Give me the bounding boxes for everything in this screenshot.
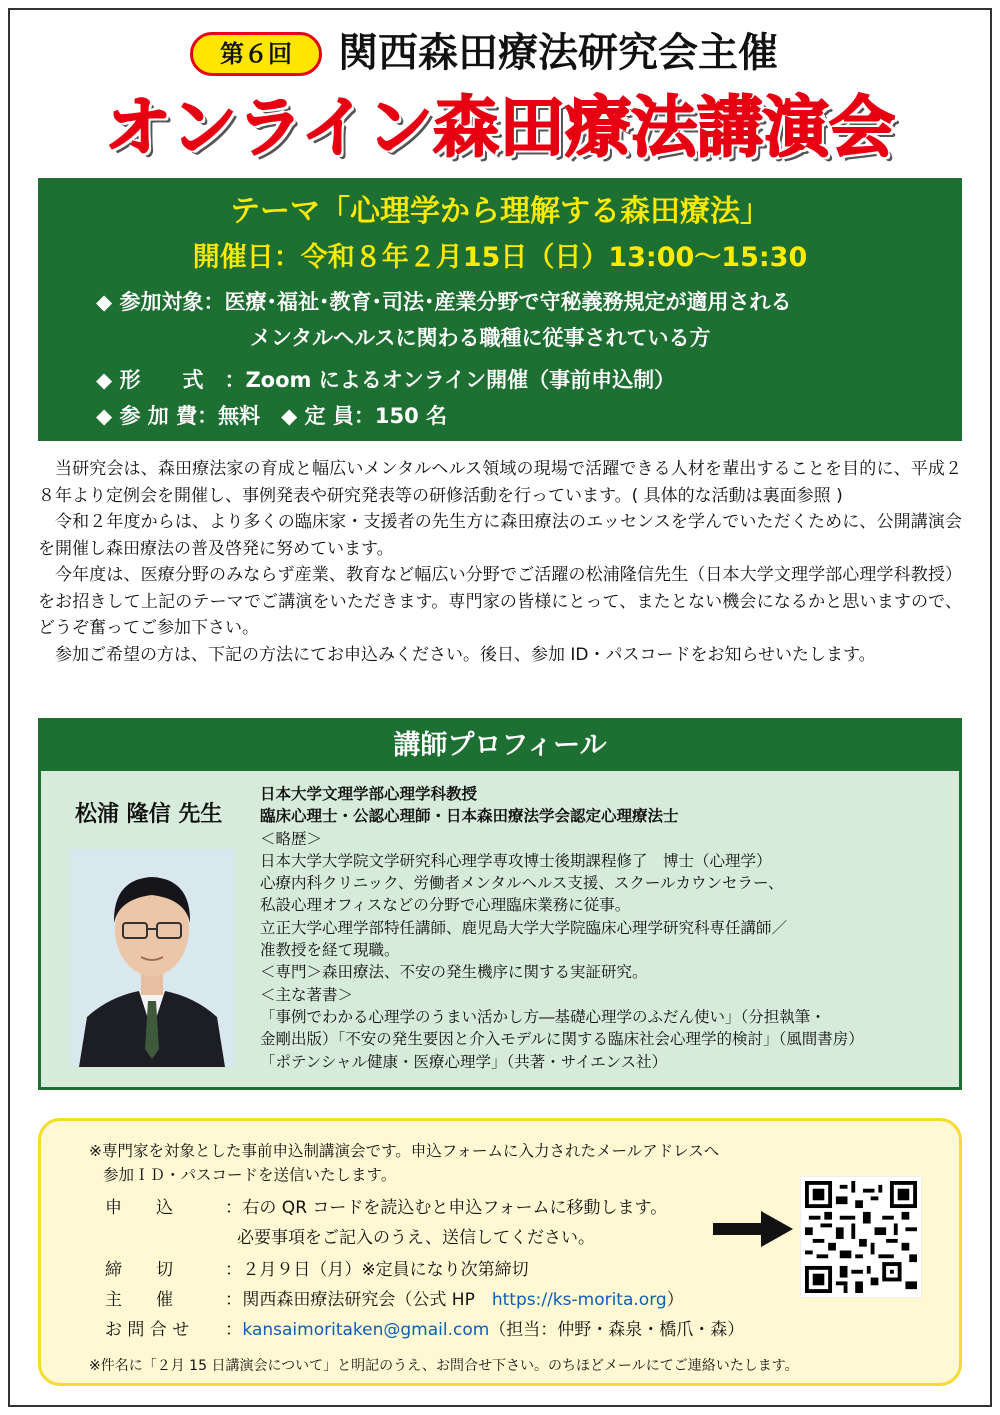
intro-paragraph: 参加ご希望の方は、下記の方法にてお申込みください。後日、参加 ID・パスコードをお知らせいたします。 — [55, 644, 876, 665]
speaker-details — [260, 783, 960, 1073]
intro-paragraph: 当研究会は、森田療法家の育成と幅広いメンタルヘルス領域の現場で活躍できる人材を輩出することを目的に、平成２８年より定例会を開催し、事例発表や研究発表等の研修活動を行っています。( 具体的な活動は裏面参照 ) — [38, 459, 962, 506]
profile-line: 心療内科クリニック、労働者メンタルヘルス支援、スクールカウンセラー、 — [260, 874, 784, 893]
organizer-title: 関西森田療法研究会主催 — [338, 30, 778, 76]
note-line: 参加ＩＤ・パスコードを送信いたします。 — [103, 1166, 397, 1184]
profile-line: 私設心理オフィスなどの分野で心理臨床業務に従事。 — [260, 896, 631, 915]
intro-paragraph: 今年度は、医療分野のみならず産業、教育など幅広い分野でご活躍の松浦隆信先生（日本大学文理学部心理学科教授）をお招きして上記のテーマでご講演をいただきます。専門家の皆様にとって、またとない機会になるかと思いますので、どうぞ奮ってご参加下さい。 — [38, 565, 962, 638]
contact-email-link[interactable]: kansaimoritaken@gmail.com — [242, 1320, 490, 1340]
deadline-row — [105, 1255, 529, 1285]
profile-line: 金剛出版）「不安の発生要因と介入モデルに関する臨床社会心理学的検討」（風間書房） — [260, 1030, 864, 1049]
target-audience-cont: メンタルヘルスに関わる職種に従事されている方 — [250, 326, 711, 350]
speaker-name: 松浦 隆信 先生 — [75, 802, 223, 827]
qr-code-icon — [805, 1181, 917, 1293]
host-value: 関西森田療法研究会（公式 HP — [242, 1290, 492, 1310]
apply-row — [105, 1193, 667, 1223]
event-date: 開催日：令和８年２月15日（日）13:00～15:30 — [192, 242, 808, 273]
speaker-position: 日本大学文理学部心理学科教授 — [260, 785, 478, 803]
application-note — [89, 1139, 719, 1187]
profile-line: 日本大学大学院文学研究科心理学専攻博士後期課程修了 博士（心理学） — [260, 851, 772, 870]
intro-paragraph: 令和２年度からは、より多くの臨床家・支援者の先生方に森田療法のエッセンスを学んでいただくために、公開講演会を開催し森田療法の普及啓発に努めています。 — [38, 512, 962, 559]
speaker-qualifications: 臨床心理士・公認心理師・日本森田療法学会認定心理療法士 — [260, 807, 679, 826]
contact-label: お 問 合 せ — [105, 1320, 190, 1340]
website-link[interactable]: https://ks-morita.org — [491, 1290, 667, 1310]
profile-line: ＜主な著書＞ — [260, 985, 354, 1004]
qr-code[interactable] — [801, 1177, 921, 1297]
host-close: ） — [666, 1290, 684, 1310]
deadline-value: ２月９日（月）※定員になり次第締切 — [242, 1260, 529, 1280]
application-box — [38, 1118, 962, 1386]
profile-line: ＜略歴＞ — [260, 829, 323, 848]
introduction — [38, 456, 962, 668]
apply-instruction: 右の QR コードを読込むと申込フォームに移動します。 — [242, 1198, 668, 1218]
apply-label: 申 込 — [105, 1198, 173, 1218]
note-line: ※専門家を対象とした事前申込制講演会です。申込フォームに入力されたメールアドレスへ — [89, 1142, 720, 1160]
event-theme: テーマ「心理学から理解する森田療法」 — [230, 194, 770, 229]
host-label: 主 催 — [105, 1290, 173, 1310]
deadline-label: 締 切 — [105, 1260, 173, 1280]
profile-line: 「事例でわかる心理学のうまい活かし方―基礎心理学のふだん使い」（分担執筆・ — [260, 1007, 826, 1026]
fee-capacity: ◆ 参 加 費：無料 ◆ 定 員：150 名 — [96, 404, 448, 428]
colon: ： — [225, 1320, 242, 1340]
target-audience: ◆ 参加対象：医療･福祉･教育･司法･産業分野で守秘義務規定が適用される — [96, 290, 792, 314]
profile-line: 「ポテンシャル健康・医療心理学」（共著・サイエンス社） — [260, 1052, 668, 1071]
footer-note: ※件名に「２月 15 日講演会について」と明記のうえ、お問合せ下さい。のちほどメールにてご連絡いたします。 — [89, 1358, 799, 1374]
arrow-right-icon — [713, 1209, 793, 1249]
colon: ： — [225, 1198, 242, 1218]
event-format: ◆ 形 式 ：Zoom によるオンライン開催（事前申込制） — [96, 368, 676, 392]
apply-row-cont: 必要事項をご記入のうえ、送信してください。 — [237, 1228, 596, 1248]
contact-row — [105, 1315, 744, 1345]
profile-heading: 講師プロフィール — [41, 721, 959, 771]
profile-line: 准教授を経て現職。 — [260, 941, 400, 960]
event-info-box — [38, 178, 962, 441]
colon: ： — [225, 1290, 242, 1310]
edition-badge: 第６回 — [190, 32, 322, 76]
profile-line: 立正大学心理学部特任講師、鹿児島大学大学院臨床心理学研究科専任講師／ — [260, 918, 788, 937]
host-row — [105, 1285, 684, 1315]
speaker-profile — [38, 718, 962, 1090]
speaker-photo — [69, 849, 235, 1067]
profile-line: ＜専門＞森田療法、不安の発生機序に関する実証研究。 — [260, 963, 648, 982]
speaker-portrait-icon — [69, 849, 235, 1067]
colon: ： — [225, 1260, 242, 1280]
page-title: オンライン森田療法講演会 — [104, 89, 896, 166]
contact-persons: （担当：仲野・森泉・橋爪・森） — [489, 1320, 745, 1340]
